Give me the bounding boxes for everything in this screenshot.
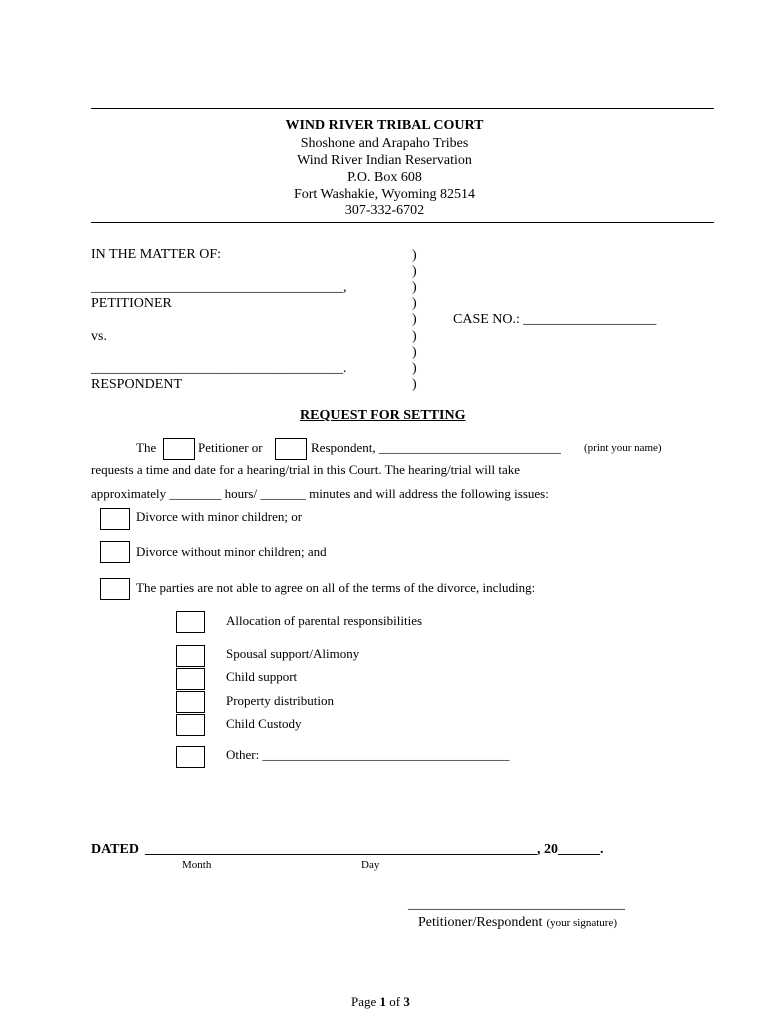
page-number [351,994,410,1010]
petitioner-label: PETITIONER [91,296,172,311]
petitioner-or-label: Petitioner or [198,440,263,455]
sub-option-label: Spousal support/Alimony [226,646,360,661]
sub-option-label: Property distribution [226,693,334,708]
caption-paren: ) [412,312,417,327]
divorce-with-children-checkbox[interactable] [100,508,130,530]
duration-text: approximately ________ hours/ _______ minutes and will address the following issues: [91,486,549,501]
month-label: Month [182,859,212,871]
other-field[interactable]: Other: ______________________________________ [226,747,510,762]
dated-line[interactable]: ________________________________________________________, 20______. [145,842,604,857]
reservation: Wind River Indian Reservation [297,153,472,168]
other-checkbox[interactable] [176,746,205,768]
caption-paren: ) [412,329,417,344]
dated-label: DATED [91,842,139,857]
signature-caption [418,913,617,931]
petitioner-name-line: ____________________________________, [91,280,347,295]
sub-option-label: Child support [226,669,298,684]
respondent-name-field[interactable]: Respondent, ____________________________ [311,440,561,455]
case-number-field[interactable]: CASE NO.: ___________________ [453,312,657,327]
property-distribution-checkbox[interactable] [176,691,205,713]
option-label: The parties are not able to agree on all of the terms of the divorce, including: [136,580,536,595]
phone: 307-332-6702 [344,203,425,218]
page-current: 1 [379,994,387,1009]
child-support-checkbox[interactable] [176,668,205,690]
respondent-name-line: ____________________________________. [91,361,347,376]
page-total: 3 [403,994,410,1009]
signature-label: Petitioner/Respondent [418,915,543,930]
court-name: WIND RIVER TRIBAL COURT [285,118,484,133]
option-label: Divorce with minor children; or [136,509,303,524]
signature-note: (your signature) [546,917,617,929]
spousal-support-checkbox[interactable] [176,645,205,667]
caption-paren: ) [412,345,417,360]
top-rule [91,108,714,109]
child-custody-checkbox[interactable] [176,714,205,736]
option-label: Divorce without minor children; and [136,544,327,559]
bottom-rule [91,222,714,223]
signature-line[interactable]: _______________________________ [408,897,625,912]
page-of: of [389,994,401,1009]
parental-responsibilities-checkbox[interactable] [176,611,205,633]
parties-disagree-checkbox[interactable] [100,578,130,600]
day-label: Day [361,859,380,871]
caption-paren: ) [412,264,417,279]
matter-label: IN THE MATTER OF: [91,247,222,262]
respondent-checkbox[interactable] [275,438,307,460]
caption-paren: ) [412,296,417,311]
caption-paren: ) [412,377,417,392]
city-address: Fort Washakie, Wyoming 82514 [293,187,476,202]
print-name-note: (print your name) [584,442,662,454]
petitioner-checkbox[interactable] [163,438,195,460]
hearing-request-text: requests a time and date for a hearing/trial in this Court. The hearing/trial will take [91,462,520,477]
tribes: Shoshone and Arapaho Tribes [300,136,469,151]
caption-paren: ) [412,280,417,295]
page-prefix: Page [351,994,377,1009]
divorce-without-children-checkbox[interactable] [100,541,130,563]
sub-option-label: Allocation of parental responsibilities [226,613,423,628]
form-title: REQUEST FOR SETTING [300,408,466,423]
the-label: The [136,440,157,455]
caption-paren: ) [412,361,417,376]
respondent-label: RESPONDENT [91,377,183,392]
caption-paren: ) [412,248,417,263]
sub-option-label: Child Custody [226,716,302,731]
po-box: P.O. Box 608 [347,170,422,185]
versus-label: vs. [91,329,107,344]
